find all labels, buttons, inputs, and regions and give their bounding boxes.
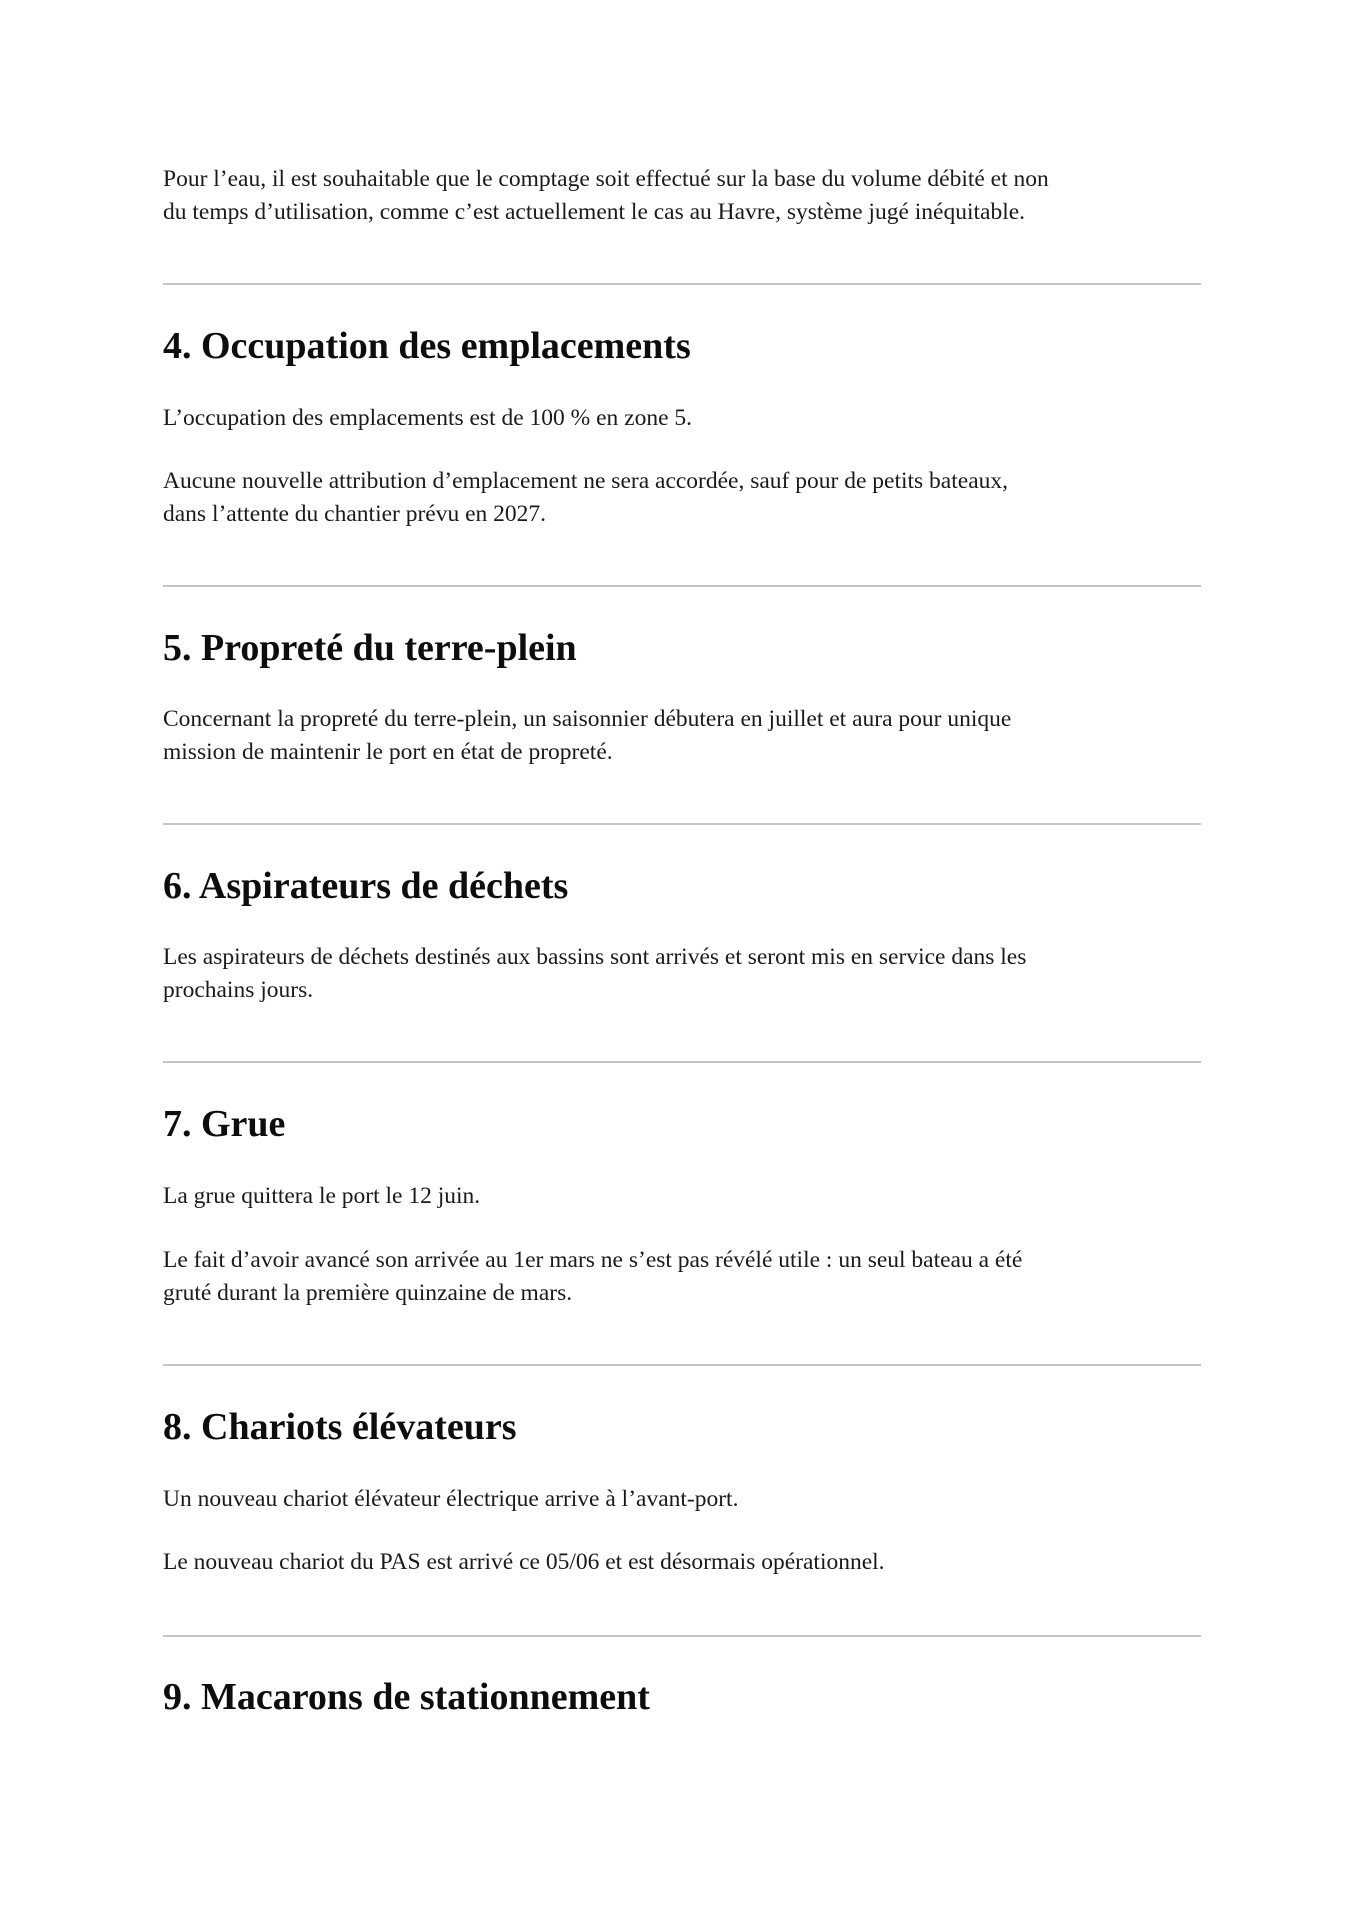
section-divider (163, 1635, 1201, 1637)
text-line: La grue quittera le port le 12 juin. (163, 1183, 481, 1209)
section-paragraph (163, 1244, 1201, 1310)
text-line: dans l’attente du chantier prévu en 2027. (163, 501, 547, 527)
section-paragraph (163, 703, 1201, 769)
text-line: prochains jours. (163, 977, 314, 1003)
text-line: Pour l’eau, il est souhaitable que le comptage soit effectué sur la base du volume débité et non (163, 166, 1049, 192)
text-line: Le fait d’avoir avancé son arrivée au 1er mars ne s’est pas révélé utile : un seul bateau a été (163, 1247, 1023, 1273)
text-line: Un nouveau chariot élévateur électrique arrive à l’avant-port. (163, 1486, 739, 1512)
document-page (163, 0, 1201, 1920)
section-heading-macarons: 9. Macarons de stationnement (163, 1676, 650, 1718)
section-heading-chariots: 8. Chariots élévateurs (163, 1406, 517, 1448)
section-heading-proprete: 5. Propreté du terre-plein (163, 627, 577, 669)
text-line: Les aspirateurs de déchets destinés aux bassins sont arrivés et seront mis en service dans les (163, 944, 1027, 970)
text-line: Le nouveau chariot du PAS est arrivé ce 05/06 et est désormais opérationnel. (163, 1549, 885, 1575)
section-paragraph (163, 1180, 1201, 1213)
section-paragraph (163, 465, 1201, 531)
section-paragraph (163, 1546, 1201, 1579)
section-paragraph (163, 941, 1201, 1007)
section-heading-grue: 7. Grue (163, 1103, 286, 1145)
section-divider (163, 1061, 1201, 1063)
text-line: Concernant la propreté du terre-plein, un saisonnier débutera en juillet et aura pour unique (163, 706, 1012, 732)
text-line: L’occupation des emplacements est de 100 % en zone 5. (163, 405, 693, 431)
section-heading-aspirateurs: 6. Aspirateurs de déchets (163, 865, 569, 907)
text-line: Aucune nouvelle attribution d’emplacement ne sera accordée, sauf pour de petits bateaux, (163, 468, 1009, 494)
intro-paragraph (163, 163, 1201, 229)
section-divider (163, 1364, 1201, 1366)
text-line: mission de maintenir le port en état de propreté. (163, 739, 613, 765)
section-divider (163, 283, 1201, 285)
section-paragraph (163, 402, 1201, 435)
section-divider (163, 823, 1201, 825)
section-heading-occupation: 4. Occupation des emplacements (163, 325, 691, 367)
section-paragraph (163, 1483, 1201, 1516)
section-divider (163, 585, 1201, 587)
text-line: du temps d’utilisation, comme c’est actuellement le cas au Havre, système jugé inéquitable. (163, 199, 1026, 225)
text-line: gruté durant la première quinzaine de mars. (163, 1280, 573, 1306)
